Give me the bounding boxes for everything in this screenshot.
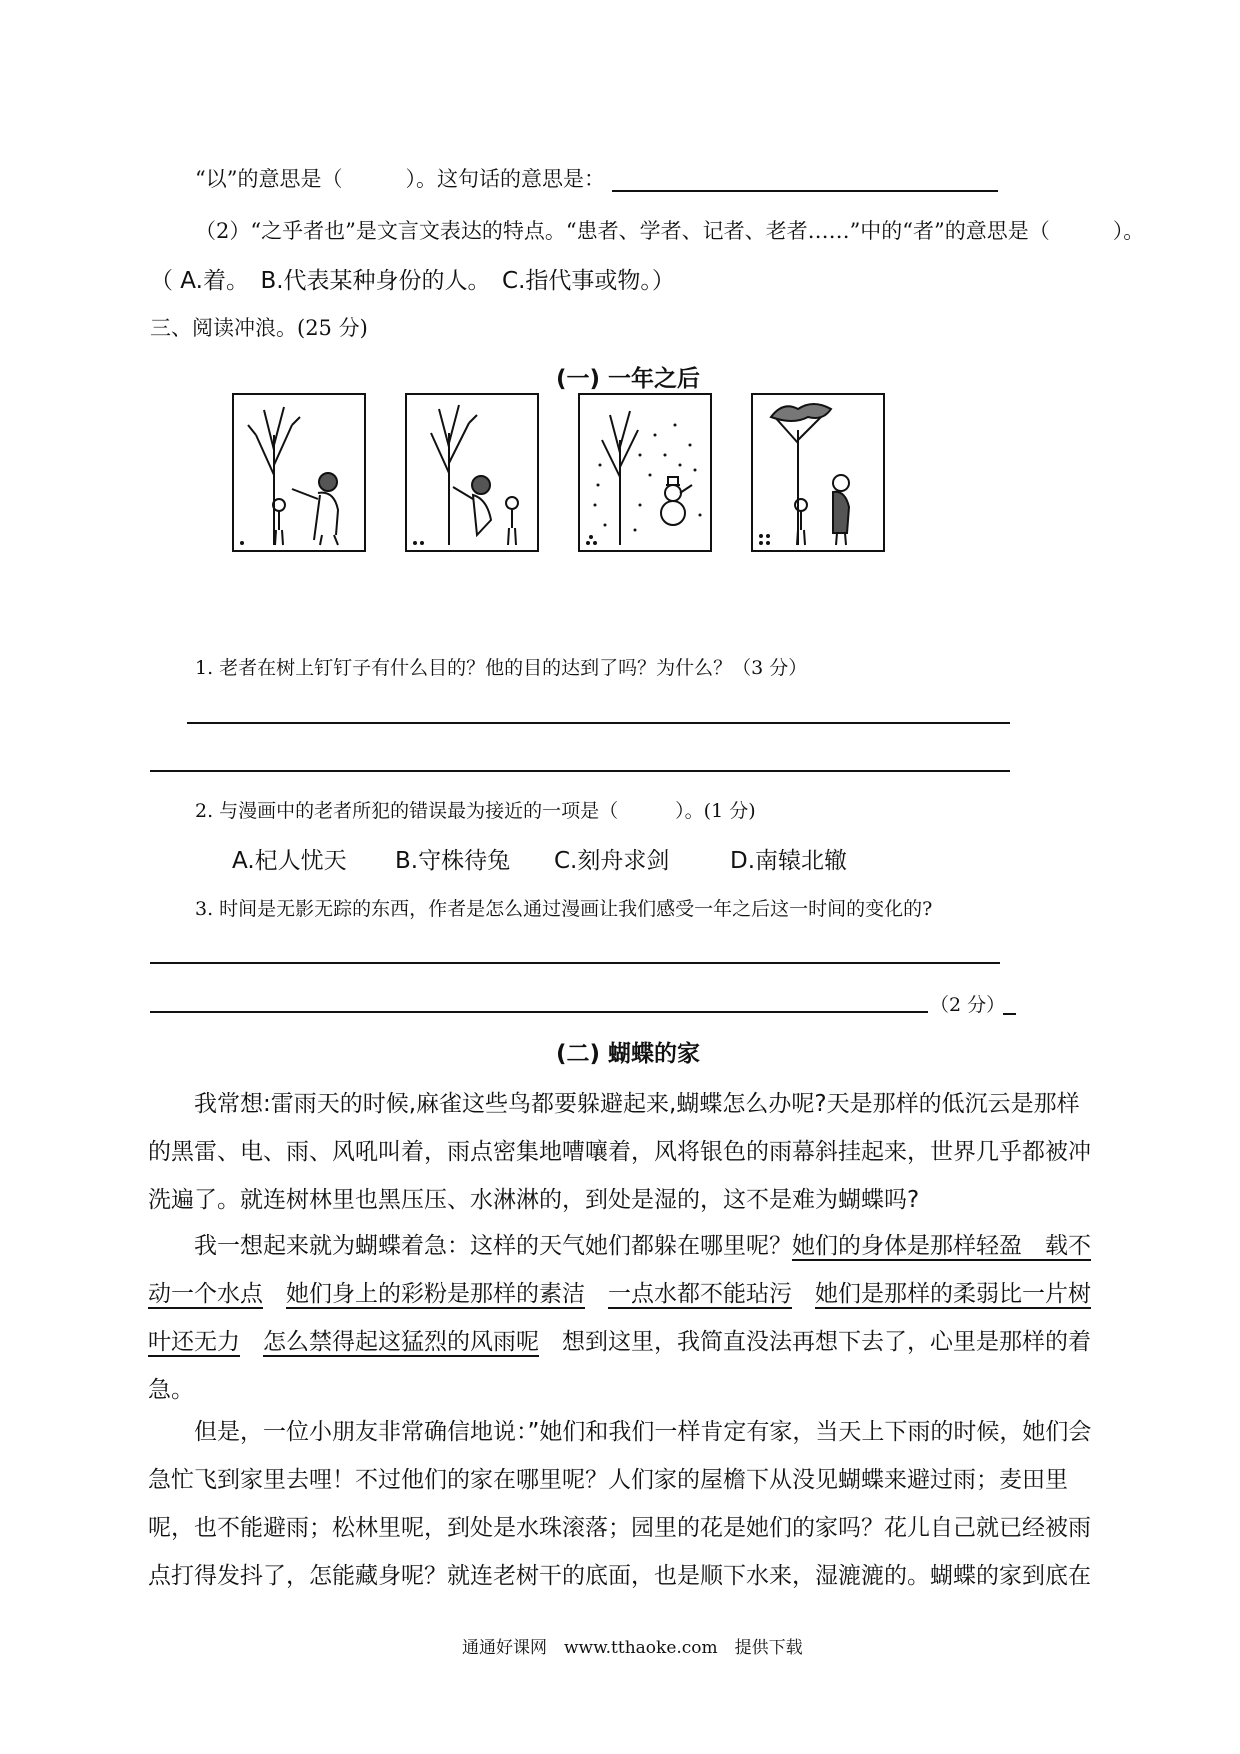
answer-line[interactable] — [150, 770, 1010, 772]
answer-line — [1003, 1013, 1016, 1015]
comic-panel-2 — [405, 393, 539, 552]
part1-q1: 1. 老者在树上钉钉子有什么目的？他的目的达到了吗？为什么？（3 分） — [195, 657, 808, 679]
paragraph-2-start: 我一想起来就为蝴蝶着急：这样的天气她们都躲在哪里呢？ — [194, 1233, 792, 1259]
answer-line[interactable] — [187, 722, 1010, 724]
answer-line[interactable] — [612, 190, 998, 192]
section-heading: 三、阅读冲浪。(25 分) — [150, 316, 368, 340]
option-d: D.南辕北辙 — [730, 848, 848, 874]
footer: 通通好课网 www.tthaoke.com 提供下载 — [462, 1638, 803, 1658]
paragraph-2-end: 想到这里，我简直没法再想下去了，心里是那样的着急。 — [148, 1329, 1091, 1403]
part1-q2: 2. 与漫画中的老者所犯的错误最为接近的一项是（ ）。(1 分) — [195, 800, 756, 822]
paragraph-3: 但是，一位小朋友非常确信地说：”她们和我们一样肯定有家，当天上下雨的时候，她们会急忙飞到家里去哩！不过他们的家在哪里呢？人们家的屋檐下从没见蝴蝶来避过雨；麦田里呢，也不能避雨；松林里呢，到处是水珠滚落；园里的花是她们的家吗？花儿自己就已经被雨点打得发抖了，怎能藏身呢？就连老树干的底面，也是顺下水来，湿漉漉的。蝴蝶的家到底在 — [148, 1419, 1092, 1589]
underlined-sentence-4: 她们是那样的柔弱比一片树叶还无力 — [148, 1281, 1091, 1355]
underlined-sentence-1: 她们的身体是那样轻盈 载不动一个水点 — [148, 1233, 1091, 1307]
option-c: C.刻舟求剑 — [554, 848, 670, 874]
part1-q3: 3. 时间是无影无踪的东西，作者是怎么通过漫画让我们感受一年之后这一时间的变化的? — [195, 898, 933, 920]
comic-panel-3 — [578, 393, 712, 552]
part2-title: (二) 蝴蝶的家 — [556, 1041, 701, 1067]
underlined-sentence-3: 一点水都不能玷污 — [608, 1281, 792, 1307]
underlined-sentence-2: 她们身上的彩粉是那样的素洁 — [286, 1281, 585, 1307]
paragraph-2 — [148, 1222, 1100, 1414]
option-a: A.杞人忧天 — [232, 848, 347, 874]
q2-options: （ A.着。 B.代表某种身份的人。 C.指代事或物。） — [150, 268, 675, 294]
comic-panel-4 — [751, 393, 885, 552]
part1-title: (一) 一年之后 — [556, 366, 701, 392]
q3-score: （2 分） — [930, 994, 1006, 1016]
comic-panel-1 — [232, 393, 366, 552]
answer-line[interactable] — [150, 1011, 928, 1013]
q2-zhe-meaning: （2）“之乎者也”是文言文表达的特点。“患者、学者、记者、老者……”中的“者”的意思是（ ）。 — [195, 219, 1145, 243]
paragraph-1: 我常想:雷雨天的时候,麻雀这些鸟都要躲避起来,蝴蝶怎么办呢?天是那样的低沉云是那样的黑雷、电、雨、风吼叫着，雨点密集地嘈嚷着，风将银色的雨幕斜挂起来，世界几乎都被冲洗遍了。就连树林里也黑压压、水淋淋的，到处是湿的，这不是难为蝴蝶吗? — [148, 1091, 1091, 1213]
q-yi-meaning: “以”的意思是（ ）。这句话的意思是： — [195, 167, 605, 191]
underlined-sentence-5: 怎么禁得起这猛烈的风雨呢 — [263, 1329, 539, 1355]
answer-line[interactable] — [150, 962, 1000, 964]
option-b: B.守株待兔 — [395, 848, 511, 874]
